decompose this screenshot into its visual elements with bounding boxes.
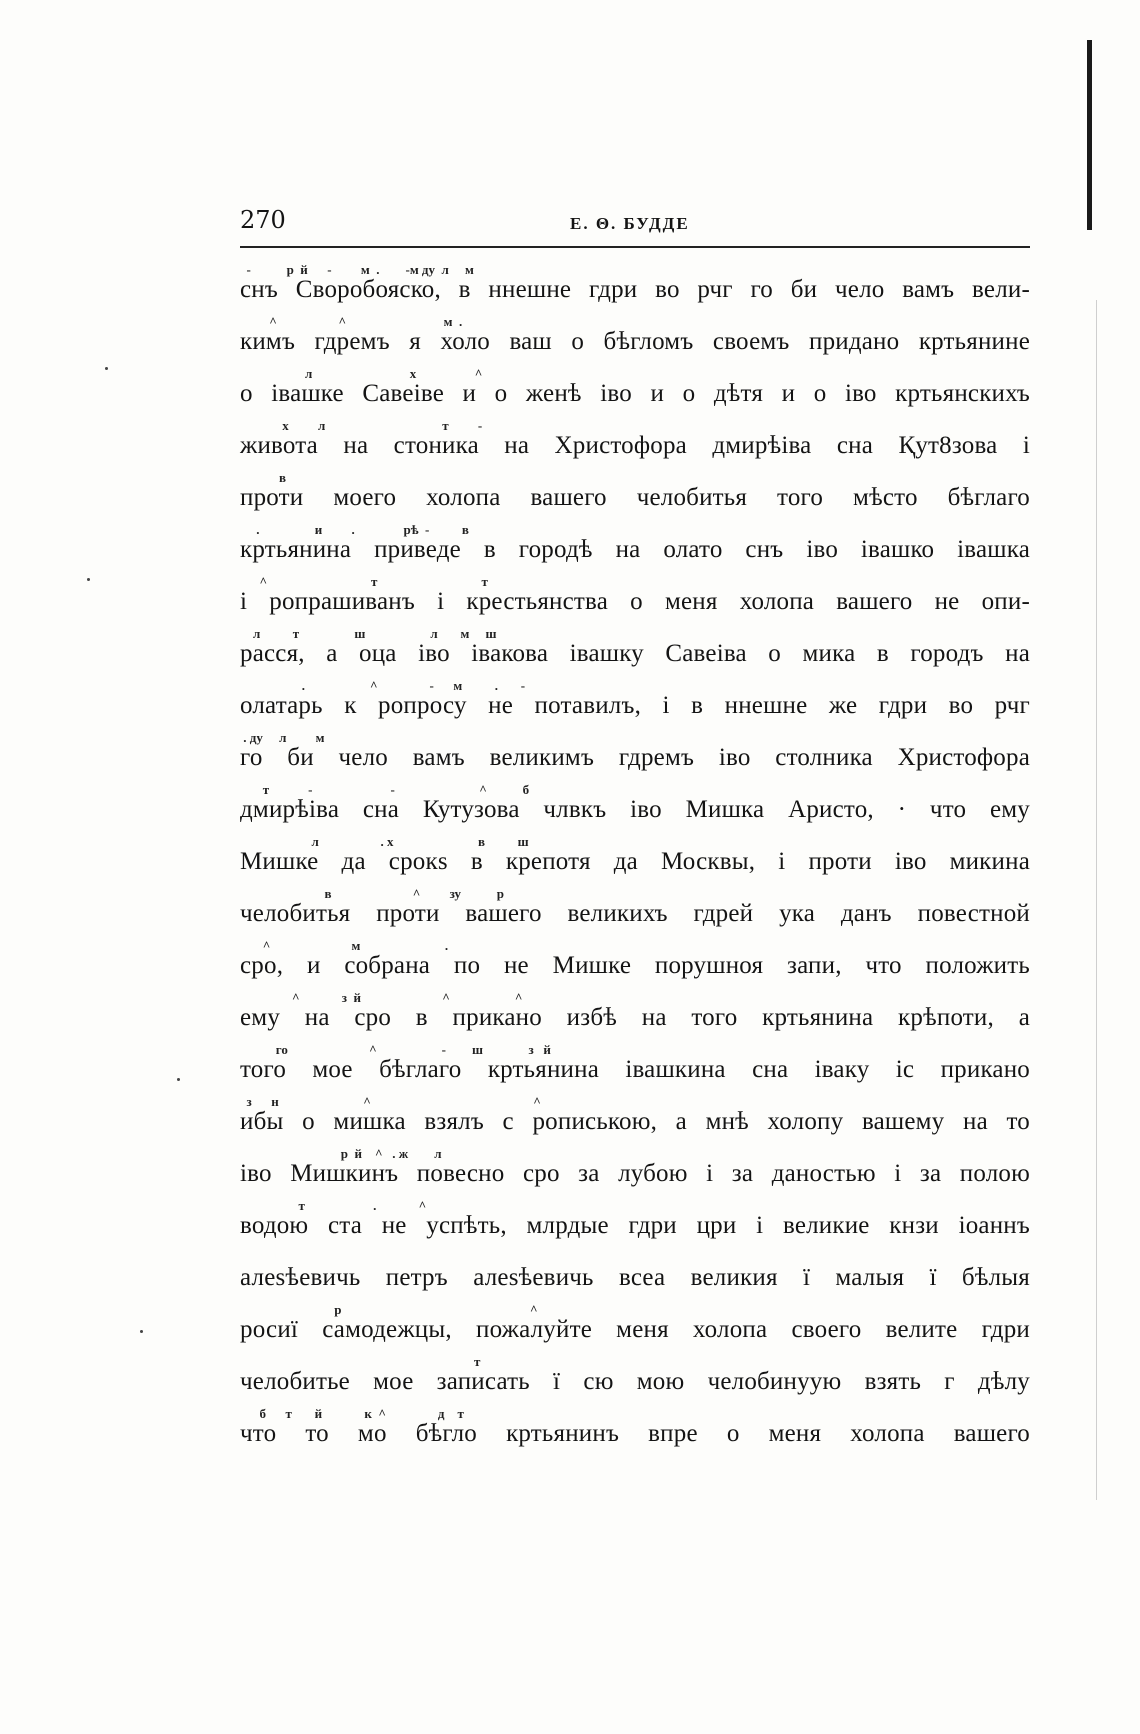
text-line (240, 990, 1030, 1042)
line-text: что то мо бѣгло кртьянинъ впре о меня холопа вашего (240, 1420, 1030, 1447)
superscript-marks: р ^ (240, 1302, 538, 1317)
line-text: алеѕѣевичь петръ алеѕѣевичь всеа великия ї малыя ї бѣлыя (240, 1264, 1030, 1291)
line-text: челобитье мое записать ї сю мою челобинуую взять г дѣлу (240, 1368, 1030, 1395)
text-line (240, 366, 1030, 418)
superscript-marks: т . ^ (240, 1198, 427, 1213)
text-line (240, 1250, 1030, 1302)
text-line (240, 730, 1030, 782)
line-text: о івашке Савеіве и о женѣ іво и о дѣтя и о іво кртьянскихъ (240, 380, 1030, 407)
line-text: челобитья проти вашего великихъ гдрей ука данъ повестной (240, 900, 1030, 927)
page-edge-line (1096, 300, 1097, 1500)
text-line (240, 470, 1030, 522)
text-line (240, 418, 1030, 470)
superscript-marks: х л т - (240, 418, 483, 433)
superscript-marks: т - - ^ б (240, 782, 530, 797)
text-line (240, 314, 1030, 366)
line-text: ибы о мишка взялъ с ропиською, а мнѣ холопу вашему на то (240, 1108, 1030, 1135)
line-text: кртьянина приведе в городѣ на олато снъ іво івашко івашка (240, 536, 1030, 563)
page-edge-shadow (1087, 40, 1092, 230)
line-text: живота на стоника на Христофора дмирѣіва сна Қут8зова і (240, 432, 1030, 459)
superscript-marks: р й ^ . ж л (240, 1146, 442, 1161)
superscript-marks: . ^ - м . - (240, 678, 526, 693)
text-line (240, 262, 1030, 314)
text-line (240, 522, 1030, 574)
page-header (240, 200, 1030, 244)
body-text (240, 262, 1030, 1458)
line-text: го би чело вамъ великимъ гдремъ іво столника Христофора (240, 744, 1030, 771)
line-text: олатарь к ропросу не потавилъ, і в ннешне же гдри во рчг (240, 692, 1030, 719)
line-text: проти моего холопа вашего челобитья того мѣсто бѣглаго (240, 484, 1030, 511)
superscript-marks: т (240, 1354, 481, 1369)
superscript-marks: ^ т т (240, 574, 488, 589)
superscript-marks: б т й к ^ д т (240, 1406, 464, 1421)
running-head: Е. Θ. БУДДЕ (570, 214, 690, 233)
text-line (240, 1094, 1030, 1146)
line-text: і ропрашиванъ і крестьянства о меня холопа вашего не опи- (240, 588, 1030, 615)
scan-speck (177, 1078, 180, 1081)
superscript-marks: . ду л м (240, 730, 325, 745)
text-line (240, 1354, 1030, 1406)
text-line (240, 1198, 1030, 1250)
text-line (240, 1406, 1030, 1458)
superscript-marks: л х ^ (240, 366, 483, 381)
scan-speck (105, 367, 108, 370)
line-text: сро, и собрана по не Мишке порушноя запи, что положить (240, 952, 1030, 979)
header-rule (240, 246, 1030, 248)
line-text: снъ Своробояско, в ннешне гдри во рчг го би чело вамъ вели- (240, 276, 1030, 303)
superscript-marks: в (240, 470, 287, 485)
superscript-marks: л . х в ш (240, 834, 529, 849)
text-line (240, 678, 1030, 730)
line-text: Мишке да срокѕ в крепотя да Москвы, і проти іво микина (240, 848, 1030, 875)
scan-speck (87, 578, 90, 581)
text-line (240, 1042, 1030, 1094)
superscript-marks: л т ш л м ш (240, 626, 497, 641)
text-line (240, 574, 1030, 626)
superscript-marks: - р й - м . -м ду л м (240, 262, 474, 277)
text-line (240, 1302, 1030, 1354)
text-line (240, 782, 1030, 834)
text-line (240, 938, 1030, 990)
line-text: водою ста не успѣть, млрдые гдри цри і великие кнзи іоаннъ (240, 1212, 1030, 1239)
superscript-marks: ^ м . (240, 938, 449, 953)
line-text: росиї самодежцы, пожалуйте меня холопа своего велите гдри (240, 1316, 1030, 1343)
line-text: дмирѣіва сна Кутузова члвкъ іво Мишка Аристо, · что ему (240, 796, 1030, 823)
page-number: 270 (240, 206, 286, 234)
line-text: кимъ гдремъ я холо ваш о бѣгломъ своемъ придано кртьянине (240, 328, 1030, 355)
text-line (240, 626, 1030, 678)
line-text: расся, а оца іво івакова івашку Савеіва о мика в городъ на (240, 640, 1030, 667)
line-text: іво Мишкинъ повесно сро за лубою і за даностью і за полою (240, 1160, 1030, 1187)
superscript-marks: ^ з й ^ ^ (240, 990, 523, 1005)
superscript-marks: . и . рѣ - в (240, 522, 469, 537)
superscript-marks: ^ ^ м . (240, 314, 463, 329)
superscript-marks: в ^ зу р (240, 886, 505, 901)
scan-speck (140, 1330, 143, 1333)
line-text: ему на сро в прикано избѣ на того кртьянина крѣпоти, а (240, 1004, 1030, 1031)
text-line (240, 886, 1030, 938)
superscript-marks: го ^ - ш з й (240, 1042, 551, 1057)
text-line (240, 1146, 1030, 1198)
text-line (240, 834, 1030, 886)
superscript-marks: з н ^ ^ (240, 1094, 541, 1109)
line-text: того мое бѣглаго кртьянина івашкина сна іваку іс прикано (240, 1056, 1030, 1083)
